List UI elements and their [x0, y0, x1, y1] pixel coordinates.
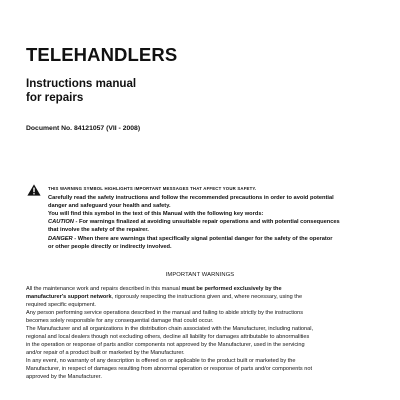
caution-description: - For warnings finalized at avoiding unsuitable repair operations and with potential consequences	[73, 219, 340, 226]
subtitle-line: Instructions manual	[26, 77, 137, 90]
paragraph-line: Manufacturer, in respect of damages resulting from abnormal operation or response of parts and/or components not	[26, 366, 313, 372]
paragraph-line	[26, 293, 392, 301]
safety-text: danger and safeguard your health and safety.	[48, 203, 171, 210]
caution-label: CAUTION	[48, 219, 74, 226]
paragraph-line: and/or repair of a product built or marketed by the Manufacturer.	[26, 350, 185, 356]
paragraph-line: becomes solely responsible for any consequential damage that could occur.	[26, 318, 214, 324]
paragraph-line: The Manufacturer and all organizations in the distribution chain associated with the Manufacturer, including national,	[26, 326, 314, 332]
paragraph-line: Any person performing service operations described in the manual and failing to abide strictly by the instructions	[26, 310, 304, 316]
warning-triangle-icon	[27, 184, 41, 196]
danger-description: - When there are warnings that specifically signal potential danger for the safety of the operator	[72, 235, 333, 242]
document-subtitle	[26, 77, 136, 105]
key-words-text: You will find this symbol in the text of this Manual with the following key words:	[48, 211, 264, 218]
paragraph-line: approved by the Manufacturer.	[26, 374, 102, 380]
paragraph-line	[26, 285, 392, 293]
text-run: All the maintenance work and repairs described in this manual	[26, 286, 182, 292]
emphasis-text: manufacturer's support network	[26, 294, 112, 300]
caution-text	[48, 218, 388, 226]
document-number: Document No. 84121057 (VII - 2008)	[26, 125, 141, 132]
paragraph-line: required specific equipment.	[26, 302, 96, 308]
danger-label: DANGER	[48, 235, 73, 242]
important-warnings-body	[26, 285, 392, 381]
important-warnings-heading: IMPORTANT WARNINGS	[165, 272, 235, 278]
text-run: , rigorously respecting the instructions given and, where necessary, using the	[111, 294, 303, 300]
paragraph-line: in the operation or response of parts and/or components not approved by the Manufacturer, used in the servicing	[26, 342, 305, 348]
safety-text: Carefully read the safety instructions and follow the recommended precautions in order to avoid potential	[48, 195, 334, 202]
document-title: TELEHANDLERS	[26, 44, 178, 65]
danger-text	[48, 235, 388, 243]
paragraph-line: In any event, no warranty of any description is offered on or applicable to the product built or marketed by the	[26, 358, 296, 364]
emphasis-text: must be performed exclusively by the	[181, 286, 282, 292]
safety-warning-block	[48, 185, 388, 251]
danger-text: or other people directly or indirectly involved.	[48, 243, 172, 250]
subtitle-line: for repairs	[26, 91, 84, 104]
paragraph-line: regional and local dealers though not excluding others, decline all liability for damages attributable to abnormalities	[26, 334, 310, 340]
caution-text: that involve the safety of the repairer.	[48, 227, 149, 234]
warning-intro: THIS WARNING SYMBOL HIGHLIGHTS IMPORTANT MESSAGES THAT AFFECT YOUR SAFETY.	[48, 186, 257, 191]
